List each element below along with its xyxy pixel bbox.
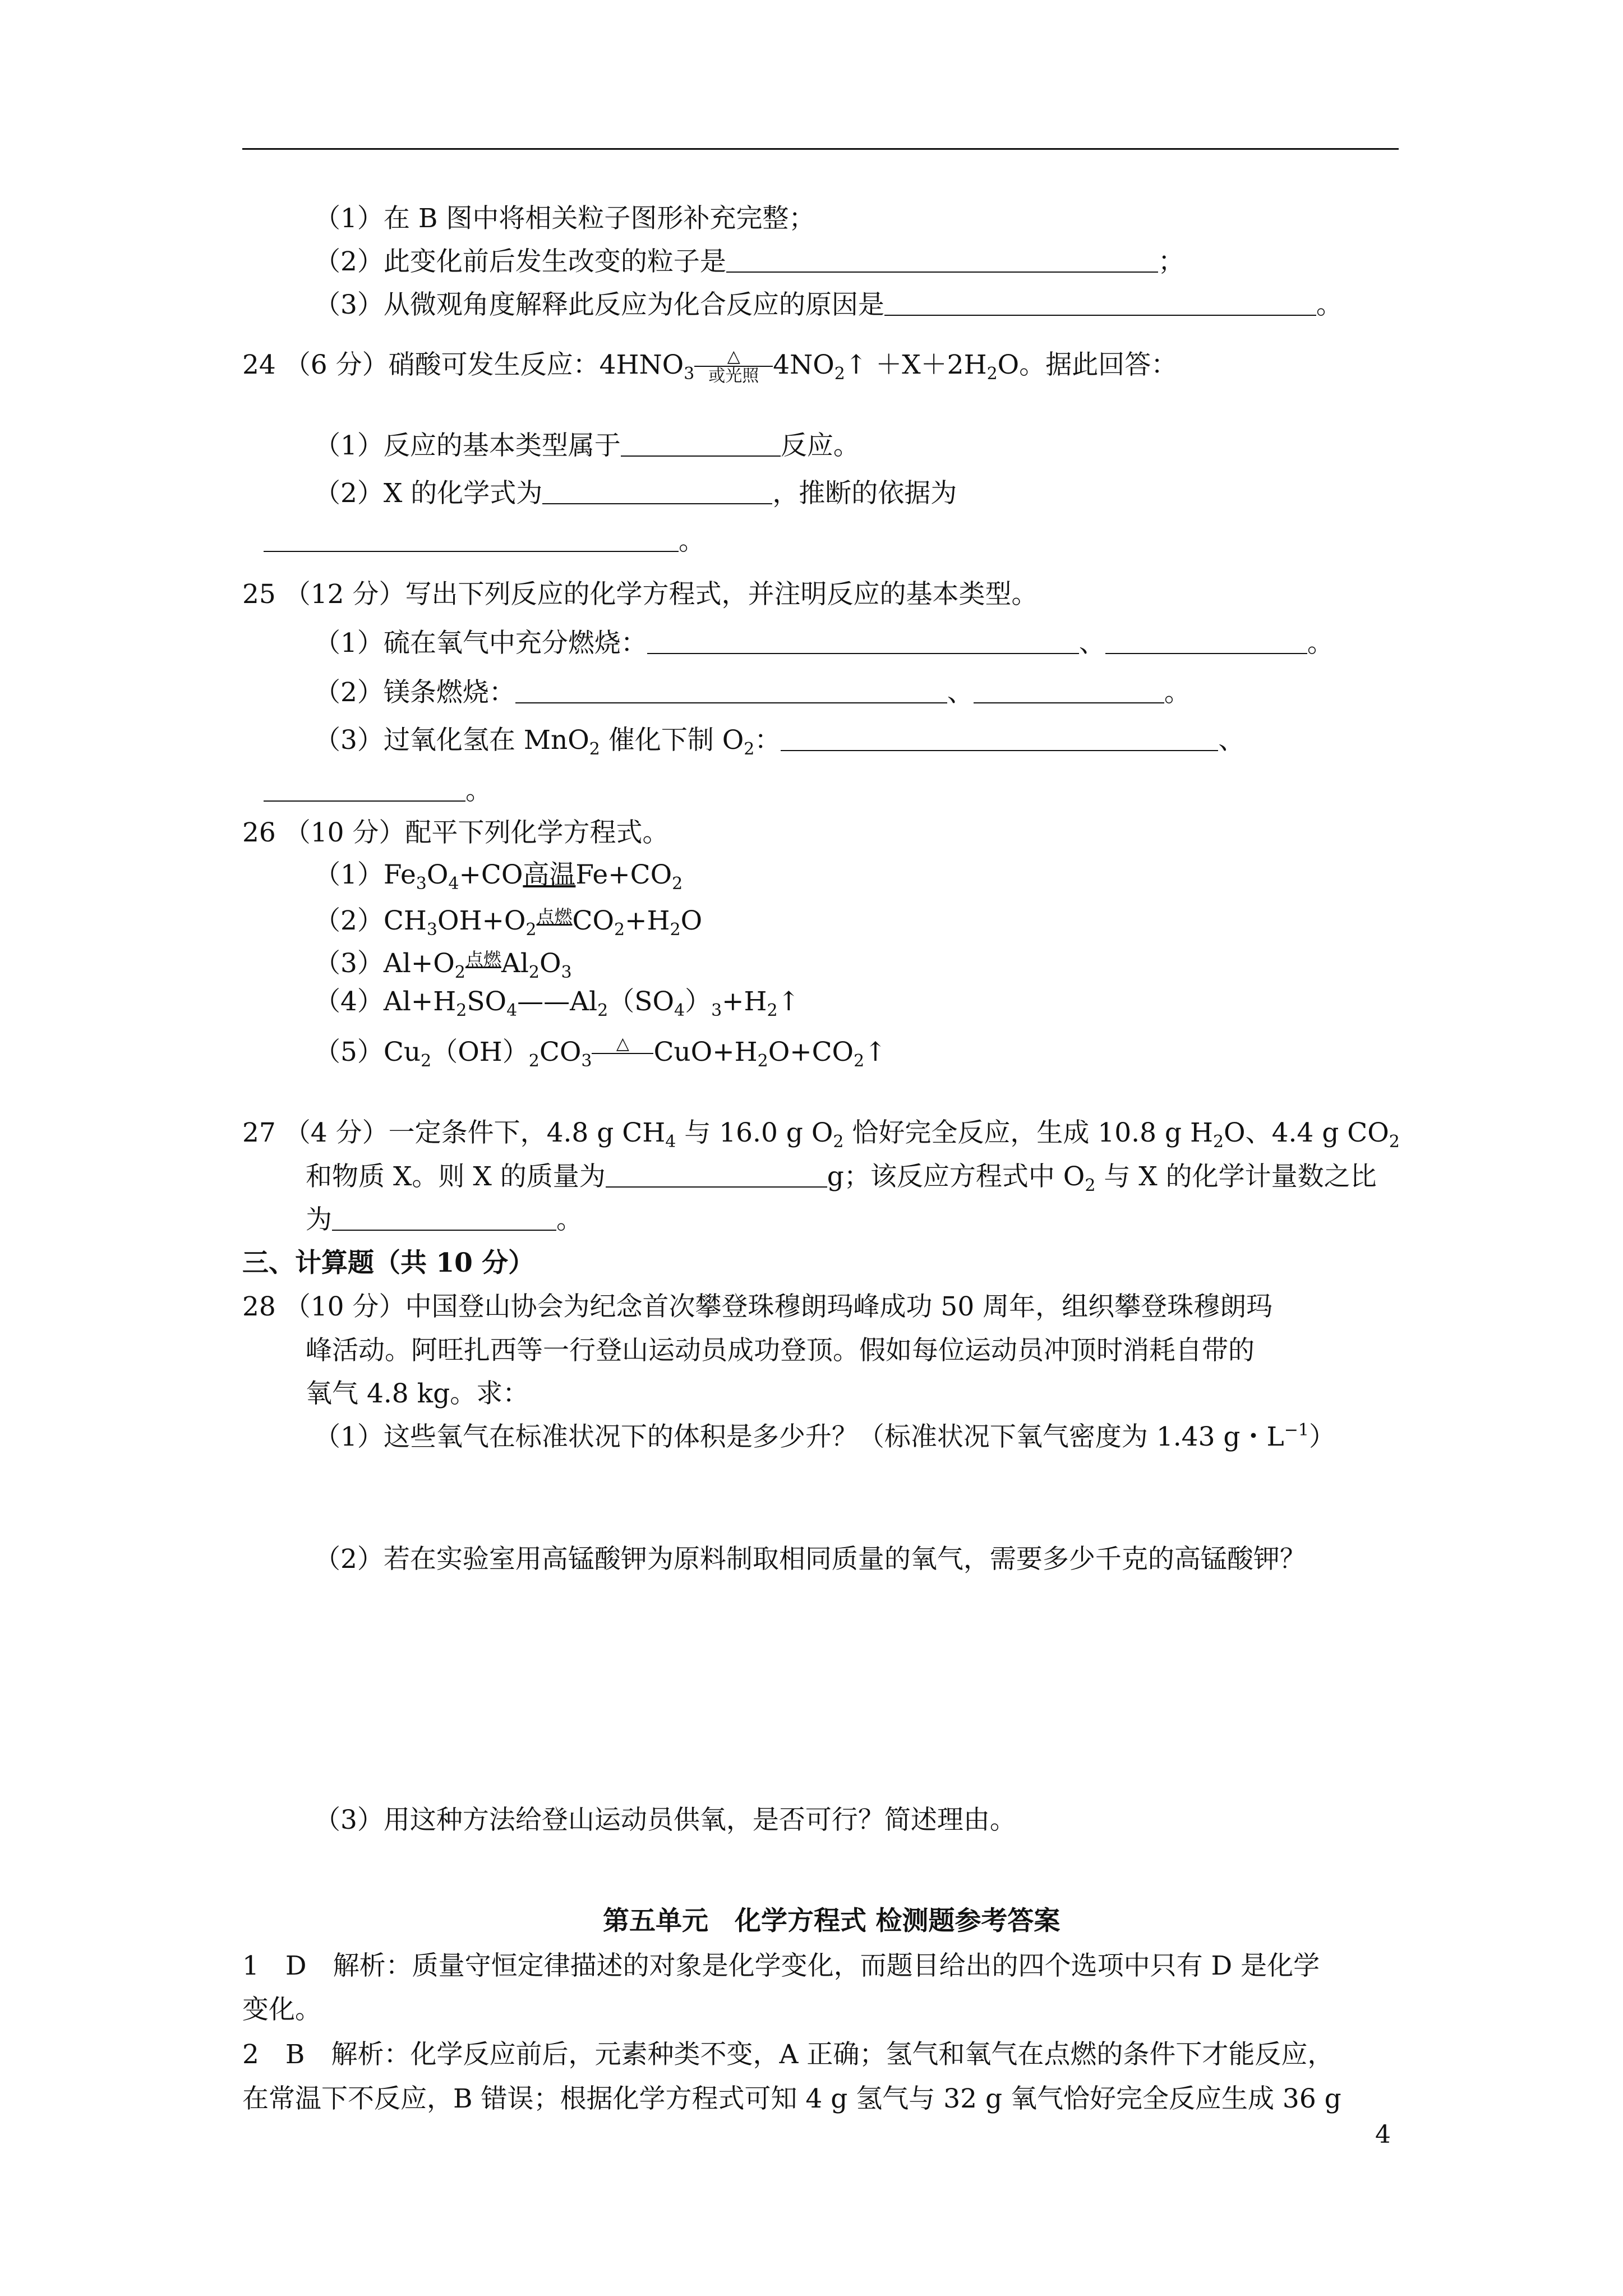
answer-blank[interactable]	[264, 776, 465, 802]
q23-item-2: （2）此变化前后发生改变的粒子是 ；	[314, 246, 1184, 277]
answer-blank[interactable]	[264, 526, 679, 552]
answer-blank[interactable]	[1105, 628, 1307, 654]
q26-eq-2: $(2)CH_3OH+O_2^{点燃}CO_2+H_2O$	[314, 905, 703, 940]
q26-eq-5: $(5)Cu_2(OH)_2CO_3$ △ $CuO+H_2O+CO_2↑$	[314, 1035, 887, 1073]
answer-1-line-2: 变化。	[242, 1994, 321, 2025]
answer-blank[interactable]	[974, 678, 1164, 703]
q26-eq-1: $(1)Fe_3O_4+CO$高温$Fe+CO_2$	[314, 859, 683, 894]
answer-blank[interactable]	[884, 290, 1316, 316]
answer-2-line-2: 在常温下不反应，B 错误；根据化学方程式可知 4 g 氢气与 32 g 氧气恰好完全反应生成 36 g	[242, 2083, 1341, 2114]
q25-item-3-cont: 。	[264, 774, 492, 808]
q27-line-2: 和物质 X。则 X 的质量为 g；该反应方程式中 $O_2$ 与 X 的化学计量数之比	[306, 1161, 1377, 1195]
q24-item-2: （2）X 的化学式为 ，推断的依据为	[314, 478, 957, 509]
reaction-condition: △ 或光照	[694, 348, 773, 386]
section-heading: 三、计算题（共 10 分）	[242, 1248, 535, 1278]
answer-blank[interactable]	[726, 247, 1158, 273]
answer-1-line-1: 1 D 解析：质量守恒定律描述的对象是化学变化，而题目给出的四个选项中只有 D 是化学	[242, 1950, 1320, 1981]
answer-blank[interactable]	[515, 678, 947, 703]
header-rule	[242, 148, 1399, 150]
answer-2-line-1: 2 B 解析：化学反应前后，元素种类不变，A 正确；氢气和氧气在点燃的条件下才能反应，	[242, 2039, 1334, 2070]
q25-stem: 25 （12 分）写出下列反应的化学方程式，并注明反应的基本类型。	[242, 579, 1038, 610]
answer-blank[interactable]	[621, 431, 781, 457]
answer-blank[interactable]	[542, 478, 772, 504]
q26-stem: 26 （10 分）配平下列化学方程式。	[242, 817, 669, 848]
q28-line-1: 28 （10 分）中国登山协会为纪念首次攀登珠穆朗玛峰成功 50 周年，组织攀登珠穆朗玛	[242, 1291, 1273, 1322]
q24-item-2-cont: 。	[264, 524, 705, 558]
q24-item-1: （1）反应的基本类型属于 反应。	[314, 430, 860, 461]
q25-item-2: （2）镁条燃烧： 、 。	[314, 677, 1191, 708]
answer-blank[interactable]	[606, 1162, 827, 1188]
answer-blank[interactable]	[781, 725, 1218, 751]
answers-title: 第五单元 化学方程式 检测题参考答案	[603, 1906, 1061, 1936]
q26-eq-4: $(4)Al+H_2SO_4——Al_2(SO_4)_3+H_2↑$	[314, 986, 800, 1020]
q27-line-3: 为 。	[306, 1204, 583, 1235]
q25-item-3: （3）过氧化氢在 MnO$_2$ 催化下制 $O_2$： 、	[314, 725, 1245, 759]
q23-item-3: （3）从微观角度解释此反应为化合反应的原因是 。	[314, 289, 1343, 320]
q25-item-1: （1）硫在氧气中充分燃烧： 、 。	[314, 628, 1334, 659]
q26-eq-3: $(3)Al+O_2^{点燃}Al_2O_3$	[314, 948, 572, 982]
q28-item-3: （3）用这种方法给登山运动员供氧，是否可行？简述理由。	[314, 1805, 1016, 1835]
reaction-condition: △	[592, 1035, 653, 1073]
page-number: 4	[1375, 2120, 1391, 2149]
q28-line-3: 氧气 4.8 kg。求：	[306, 1378, 529, 1409]
q28-item-1: （1）这些氧气在标准状况下的体积是多少升？（标准状况下氧气密度为 1.43 g・$L^{-1}$）	[314, 1420, 1335, 1452]
q27-line-1: 27 （4 分）一定条件下，4.8 g $CH_4$ 与 16.0 g $O_2$ 恰好完全反应，生成 10.8 g $H_2O$、4.4 g $CO_2$	[242, 1117, 1400, 1152]
q28-line-2: 峰活动。阿旺扎西等一行登山运动员成功登顶。假如每位运动员冲顶时消耗自带的	[306, 1335, 1255, 1366]
q24-stem: 24 （6 分）硝酸可发生反应：$4HNO_3$ △ 或光照 $4NO_2↑ +X+2H_2O$。据此回答：	[242, 347, 1178, 386]
q28-item-2: （2）若在实验室用高锰酸钾为原料制取相同质量的氧气，需要多少千克的高锰酸钾？	[314, 1544, 1306, 1575]
answer-blank[interactable]	[647, 628, 1079, 654]
answer-blank[interactable]	[332, 1205, 556, 1231]
q23-item-1: （1）在 B 图中将相关粒子图形补充完整；	[314, 203, 815, 234]
